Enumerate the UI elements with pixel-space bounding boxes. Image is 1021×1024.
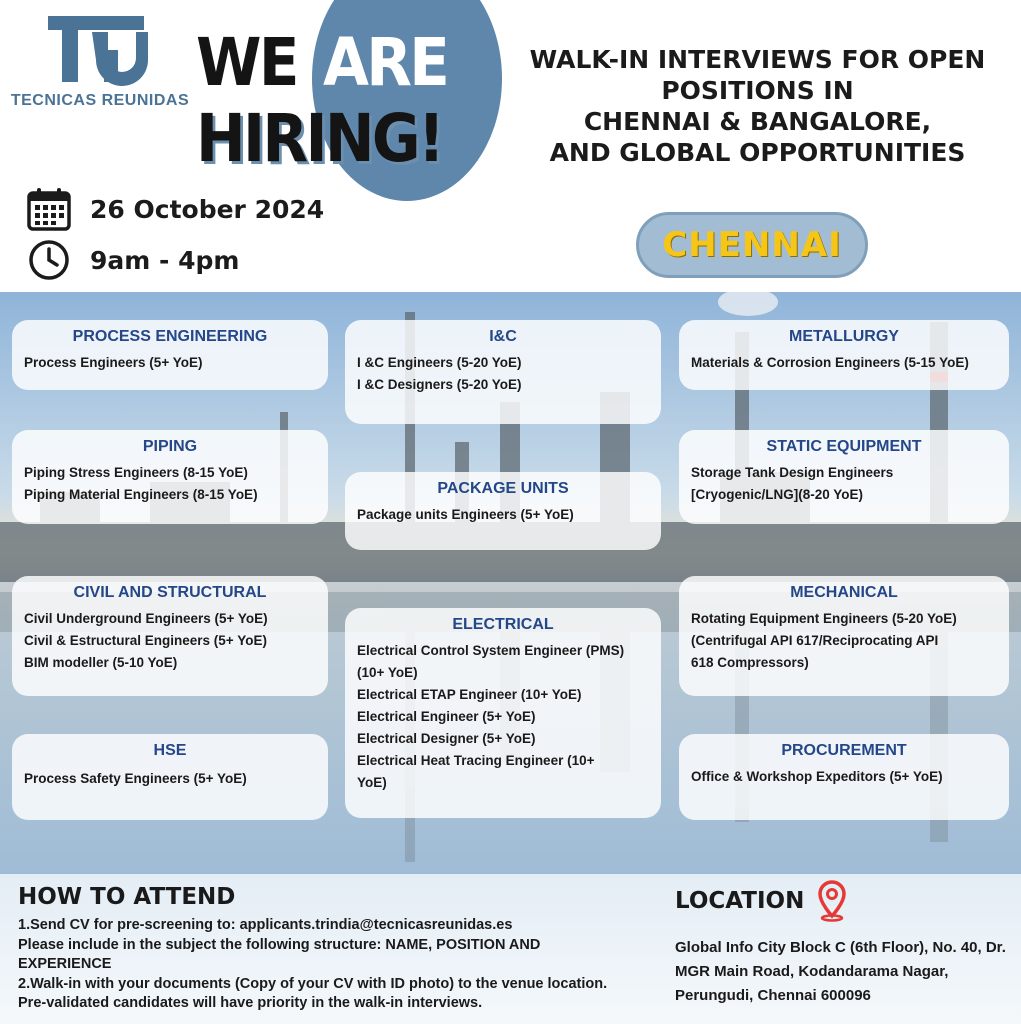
job-item: (10+ YoE) (357, 665, 418, 680)
section-title: HSE (153, 742, 187, 759)
city-badge (636, 212, 868, 278)
instruction-line: 2.Walk-in with your documents (Copy of your CV with ID photo) to the venue location. (18, 975, 608, 992)
job-item: (Centrifugal API 617/Reciprocating API (691, 633, 939, 648)
job-item: Piping Stress Engineers (8-15 YoE) (24, 465, 248, 480)
section-card-procurement (679, 734, 1009, 820)
job-item: Electrical ETAP Engineer (10+ YoE) (357, 687, 582, 702)
calendar-icon (26, 186, 72, 232)
job-item: Civil & Estructural Engineers (5+ YoE) (24, 633, 267, 648)
job-item: Office & Workshop Expeditors (5+ YoE) (691, 769, 943, 784)
how-to-attend-instructions (18, 916, 668, 1014)
job-item: Electrical Designer (5+ YoE) (357, 731, 536, 746)
section-card-civil-structural (12, 576, 328, 696)
clock-icon (26, 237, 72, 283)
job-item: Package units Engineers (5+ YoE) (357, 507, 574, 522)
job-item: [Cryogenic/LNG](8-20 YoE) (691, 487, 864, 502)
event-time: 9am - 4pm (90, 245, 240, 275)
city-name: CHENNAI (662, 225, 842, 265)
instruction-line: 1.Send CV for pre-screening to: applicants.trindia@tecnicasreunidas.es (18, 917, 513, 933)
section-card-metallurgy (679, 320, 1009, 390)
section-title: PROCESS ENGINEERING (72, 328, 268, 345)
job-item: Civil Underground Engineers (5+ YoE) (24, 611, 268, 626)
event-date-row (26, 186, 324, 232)
job-item: Process Safety Engineers (5+ YoE) (24, 771, 247, 786)
section-card-static-equipment (679, 430, 1009, 524)
job-item: Electrical Engineer (5+ YoE) (357, 709, 536, 724)
company-logo (10, 10, 190, 110)
location-header (675, 880, 848, 922)
job-item: 618 Compressors) (691, 655, 809, 670)
section-card-electrical (345, 608, 661, 818)
headline-line: POSITIONS IN (661, 76, 854, 105)
hero-hiring: HIRING! (196, 100, 443, 177)
job-item: Electrical Control System Engineer (PMS) (357, 643, 625, 658)
job-item: BIM modeller (5-10 YoE) (24, 655, 178, 670)
section-card-package-units (345, 472, 661, 550)
job-item: Rotating Equipment Engineers (5-20 YoE) (691, 611, 957, 626)
section-title: ELECTRICAL (452, 616, 554, 633)
section-card-ic (345, 320, 661, 424)
section-title: PACKAGE UNITS (437, 480, 569, 497)
section-title: METALLURGY (789, 328, 899, 345)
section-card-hse (12, 734, 328, 820)
section-card-mechanical (679, 576, 1009, 696)
job-item: Electrical Heat Tracing Engineer (10+ (357, 753, 595, 768)
job-item: Process Engineers (5+ YoE) (24, 355, 203, 370)
header (0, 0, 1021, 292)
headline-line: WALK-IN INTERVIEWS FOR OPEN (529, 45, 986, 74)
job-item: YoE) (357, 775, 387, 790)
job-item: Materials & Corrosion Engineers (5-15 YoE) (691, 355, 969, 370)
event-time-row (26, 237, 239, 283)
section-title: MECHANICAL (790, 584, 898, 601)
company-name: TECNICAS REUNIDAS (10, 92, 190, 109)
headline-line: CHENNAI & BANGALORE, (583, 107, 932, 136)
section-title: I&C (489, 328, 517, 345)
event-date: 26 October 2024 (90, 194, 325, 224)
location-title: LOCATION (675, 888, 805, 914)
job-item: Piping Material Engineers (8-15 YoE) (24, 487, 258, 502)
job-item: I &C Engineers (5-20 YoE) (357, 355, 522, 370)
job-item: Storage Tank Design Engineers (691, 465, 894, 480)
headline-line: AND GLOBAL OPPORTUNITIES (549, 138, 966, 167)
map-pin-icon (816, 880, 848, 922)
instruction-line: EXPERIENCE (18, 956, 112, 972)
location-address: Global Info City Block C (6th Floor), No. 40, Dr. MGR Main Road, Kodandarama Nagar, Perungudi, Chennai 600096 (675, 939, 1006, 1004)
instruction-line: Please include in the subject the following structure: NAME, POSITION AND (18, 936, 541, 953)
section-title: PIPING (142, 438, 198, 455)
logo-mark-icon (48, 10, 148, 86)
hero-we: WE (196, 24, 297, 101)
section-card-piping (12, 430, 328, 524)
section-title: PROCUREMENT (781, 742, 907, 759)
section-card-process-engineering (12, 320, 328, 390)
section-title: CIVIL AND STRUCTURAL (73, 584, 267, 601)
how-to-attend-title: HOW TO ATTEND (18, 884, 236, 910)
job-item: I &C Designers (5-20 YoE) (357, 377, 522, 392)
hero-are: ARE (323, 24, 448, 101)
footer (0, 874, 1021, 1024)
section-title: STATIC EQUIPMENT (766, 438, 922, 455)
headline (505, 44, 1010, 168)
instruction-line: Pre-validated candidates will have priority in the walk-in interviews. (18, 995, 483, 1011)
